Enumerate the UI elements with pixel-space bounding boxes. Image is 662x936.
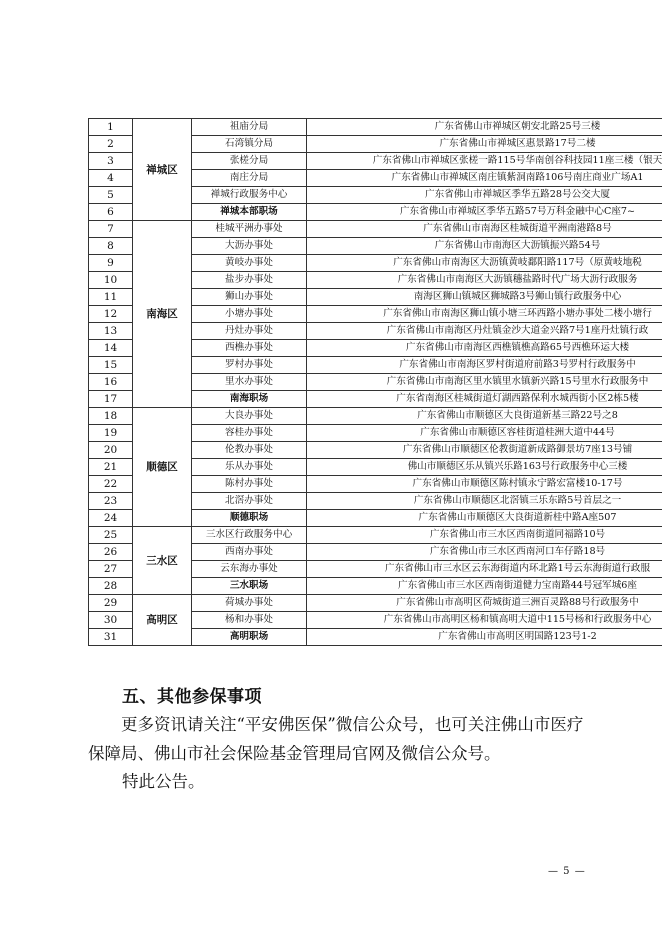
table-row: [89, 408, 662, 425]
office-name: 南庄分局: [192, 170, 307, 187]
office-name: 大良办事处: [192, 408, 307, 425]
row-number: 23: [89, 493, 133, 510]
office-name: 南海职场: [192, 391, 307, 408]
office-address: 广东省佛山市南海区里水镇里水镇新兴路15号里水行政服务中: [307, 374, 662, 391]
closing-remark: 特此公告。: [122, 772, 205, 791]
table-body: [89, 119, 662, 646]
office-name: 桂城平洲办事处: [192, 221, 307, 238]
office-address: 广东省佛山市禅城区南庄镇紫洞南路106号南庄商业广场A1: [307, 170, 662, 187]
office-name: 三水区行政服务中心: [192, 527, 307, 544]
office-name: 狮山办事处: [192, 289, 307, 306]
office-name: 云东海办事处: [192, 561, 307, 578]
office-address: 广东省佛山市三水区西南河口车仔路18号: [307, 544, 662, 561]
district-cell: 禅城区: [133, 119, 192, 221]
row-number: 24: [89, 510, 133, 527]
office-address: 广东省佛山市禅城区季华五路57号万科金融中心C座7~: [307, 204, 662, 221]
office-address: 广东省佛山市顺德区容桂街道桂洲大道中44号: [307, 425, 662, 442]
office-name: 小塘办事处: [192, 306, 307, 323]
office-address: 广东省佛山市禅城区张槎一路115号华南创谷科技园11座三楼（银天: [307, 153, 662, 170]
service-location-table: [88, 118, 662, 646]
office-name: 西南办事处: [192, 544, 307, 561]
office-address: 广东省佛山市南海区西樵镇樵高路65号西樵环运大楼: [307, 340, 662, 357]
row-number: 1: [89, 119, 133, 136]
table-row: [89, 119, 662, 136]
row-number: 21: [89, 459, 133, 476]
office-address: 广东省佛山市高明区明国路123号1-2: [307, 629, 662, 646]
row-number: 15: [89, 357, 133, 374]
office-address: 广东省佛山市顺德区大良街道新基三路22号之8: [307, 408, 662, 425]
row-number: 29: [89, 595, 133, 612]
row-number: 9: [89, 255, 133, 272]
office-name: 盐步办事处: [192, 272, 307, 289]
row-number: 19: [89, 425, 133, 442]
row-number: 10: [89, 272, 133, 289]
office-address: 广东省佛山市三水区云东海街道内环北路1号云东海街道行政服: [307, 561, 662, 578]
office-address: 广东省佛山市禅城区朝安北路25号三楼: [307, 119, 662, 136]
row-number: 17: [89, 391, 133, 408]
row-number: 5: [89, 187, 133, 204]
office-name: 祖庙分局: [192, 119, 307, 136]
office-address: 广东省佛山市高明区荷城街道三洲百灵路88号行政服务中: [307, 595, 662, 612]
district-cell: 顺德区: [133, 408, 192, 527]
district-cell: 三水区: [133, 527, 192, 595]
office-name: 高明职场: [192, 629, 307, 646]
office-name: 丹灶办事处: [192, 323, 307, 340]
office-name: 大沥办事处: [192, 238, 307, 255]
row-number: 12: [89, 306, 133, 323]
office-name: 黄岐办事处: [192, 255, 307, 272]
office-address: 广东省佛山市南海区丹灶镇金沙大道金兴路7号1座丹灶镇行政: [307, 323, 662, 340]
office-name: 张槎分局: [192, 153, 307, 170]
row-number: 18: [89, 408, 133, 425]
office-name: 禅城行政服务中心: [192, 187, 307, 204]
office-name: 三水职场: [192, 578, 307, 595]
office-name: 乐从办事处: [192, 459, 307, 476]
office-address: 广东省佛山市南海区狮山镇小塘三环西路小塘办事处二楼小塘行: [307, 306, 662, 323]
row-number: 22: [89, 476, 133, 493]
office-address: 广东省佛山市禅城区惠景路17号二楼: [307, 136, 662, 153]
office-address: 佛山市顺德区乐从镇兴乐路163号行政服务中心三楼: [307, 459, 662, 476]
office-address: 广东省南海区桂城街道灯湖西路保利水城西街小区2栋5楼: [307, 391, 662, 408]
office-name: 石湾镇分局: [192, 136, 307, 153]
office-address: 广东省佛山市南海区大沥镇穗盐路时代广场大沥行政服务: [307, 272, 662, 289]
section-paragraph: 更多资讯请关注“平安佛医保”微信公众号，也可关注佛山市医疗保障局、佛山市社会保险基金管理局官网及微信公众号。: [88, 715, 584, 763]
district-cell: 南海区: [133, 221, 192, 408]
row-number: 11: [89, 289, 133, 306]
table-row: [89, 527, 662, 544]
office-address: 广东省佛山市南海区罗村街道府前路3号罗村行政服务中: [307, 357, 662, 374]
row-number: 13: [89, 323, 133, 340]
office-address: 广东省佛山市顺德区北滘镇三乐东路5号首层之一: [307, 493, 662, 510]
office-name: 荷城办事处: [192, 595, 307, 612]
row-number: 4: [89, 170, 133, 187]
office-address: 广东省佛山市南海区桂城街道平洲南港路8号: [307, 221, 662, 238]
office-address: 广东省佛山市三水区西南街道健力宝南路44号冠军城6座: [307, 578, 662, 595]
office-address: 南海区狮山镇城区狮城路3号狮山镇行政服务中心: [307, 289, 662, 306]
office-name: 容桂办事处: [192, 425, 307, 442]
row-number: 27: [89, 561, 133, 578]
office-name: 顺德职场: [192, 510, 307, 527]
office-address: 广东省佛山市顺德区伦教街道新成路御景坊7座13号铺: [307, 442, 662, 459]
table-row: [89, 221, 662, 238]
row-number: 7: [89, 221, 133, 238]
office-name: 陈村办事处: [192, 476, 307, 493]
row-number: 6: [89, 204, 133, 221]
row-number: 25: [89, 527, 133, 544]
district-cell: 高明区: [133, 595, 192, 646]
row-number: 3: [89, 153, 133, 170]
office-address: 广东省佛山市禅城区季华五路28号公交大厦: [307, 187, 662, 204]
row-number: 14: [89, 340, 133, 357]
office-address: 广东省佛山市三水区西南街道同福路10号: [307, 527, 662, 544]
office-address: 广东省佛山市高明区杨和镇高明大道中115号杨和行政服务中心: [307, 612, 662, 629]
row-number: 8: [89, 238, 133, 255]
row-number: 31: [89, 629, 133, 646]
section-heading: 五、其他参保事项: [122, 687, 262, 707]
office-address: 广东省佛山市南海区大沥镇振兴路54号: [307, 238, 662, 255]
office-address: 广东省佛山市南海区大沥镇黄岐鄱阳路117号（原黄岐地税: [307, 255, 662, 272]
office-name: 杨和办事处: [192, 612, 307, 629]
office-address: 广东省佛山市顺德区大良街道新桂中路A座507: [307, 510, 662, 527]
row-number: 28: [89, 578, 133, 595]
row-number: 2: [89, 136, 133, 153]
office-name: 罗村办事处: [192, 357, 307, 374]
office-name: 伦教办事处: [192, 442, 307, 459]
row-number: 20: [89, 442, 133, 459]
row-number: 26: [89, 544, 133, 561]
office-name: 西樵办事处: [192, 340, 307, 357]
office-name: 禅城本部职场: [192, 204, 307, 221]
row-number: 16: [89, 374, 133, 391]
office-name: 北滘办事处: [192, 493, 307, 510]
office-address: 广东省佛山市顺德区陈村镇永宁路宏富楼10-17号: [307, 476, 662, 493]
row-number: 30: [89, 612, 133, 629]
page-number: — 5 —: [548, 866, 586, 877]
table-row: [89, 595, 662, 612]
office-name: 里水办事处: [192, 374, 307, 391]
